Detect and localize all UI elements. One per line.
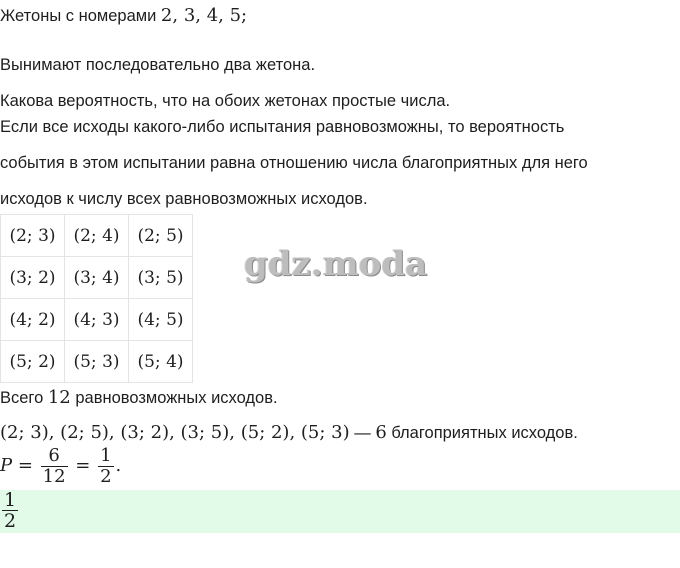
period: .	[115, 454, 122, 476]
total-prefix: Всего	[0, 389, 48, 407]
definition-line-2: события в этом испытании равна отношению числа благоприятных для него	[0, 154, 588, 172]
fraction-denominator: 12	[42, 466, 66, 487]
fraction-denominator: 2	[100, 466, 112, 487]
table-cell: (5; 2)	[1, 341, 65, 383]
favorable-suffix: благоприятных исходов.	[386, 424, 578, 442]
answer-fraction	[2, 490, 18, 531]
favorable-list: (2; 3), (2; 5), (3; 2), (3; 5), (5; 2), (5; 3)	[0, 422, 350, 443]
table-cell: (3; 2)	[1, 257, 65, 299]
total-outcomes-line	[0, 388, 278, 408]
fraction-numerator: 6	[41, 446, 68, 467]
outcomes-table	[0, 214, 193, 383]
answer-denominator: 2	[4, 510, 17, 532]
favorable-outcomes-line	[0, 423, 578, 443]
probability-lhs: P =	[0, 454, 39, 476]
table-cell: (2; 4)	[65, 215, 129, 257]
table-cell: (4; 3)	[65, 299, 129, 341]
answer-numerator: 1	[4, 490, 17, 511]
table-cell: (5; 4)	[129, 341, 193, 383]
definition-line-1: Если все исходы какого-либо испытания равновозможны, то вероятность	[0, 118, 565, 136]
draw-line: Вынимают последовательно два жетона.	[0, 56, 316, 74]
definition-line-3: исходов к числу всех равновозможных исходов.	[0, 190, 368, 208]
tokens-text: Жетоны с номерами	[0, 7, 161, 25]
favorable-count: 6	[375, 422, 387, 443]
table-row	[1, 257, 193, 299]
table-row	[1, 341, 193, 383]
table-row	[1, 299, 193, 341]
watermark-logo: gdz.moda	[244, 244, 428, 284]
table-cell: (3; 5)	[129, 257, 193, 299]
tokens-numbers: 2, 3, 4, 5;	[160, 5, 248, 26]
favorable-dash: —	[349, 424, 376, 442]
fraction-six-twelfths	[41, 446, 68, 487]
table-cell: (4; 5)	[129, 299, 193, 341]
table-cell: (5; 3)	[65, 341, 129, 383]
answer-box	[0, 490, 680, 533]
table-row	[1, 215, 193, 257]
tokens-line	[0, 6, 247, 26]
table-cell: (2; 3)	[1, 215, 65, 257]
probability-formula	[0, 446, 121, 487]
fraction-numerator: 1	[100, 445, 112, 466]
fraction-one-half	[98, 446, 113, 487]
equals-sign: =	[69, 454, 97, 476]
table-cell: (4; 2)	[1, 299, 65, 341]
question-line: Какова вероятность, что на обоих жетонах простые числа.	[0, 92, 451, 110]
total-count: 12	[47, 387, 71, 408]
table-cell: (3; 4)	[65, 257, 129, 299]
total-suffix: равновозможных исходов.	[70, 389, 278, 407]
table-cell: (2; 5)	[129, 215, 193, 257]
